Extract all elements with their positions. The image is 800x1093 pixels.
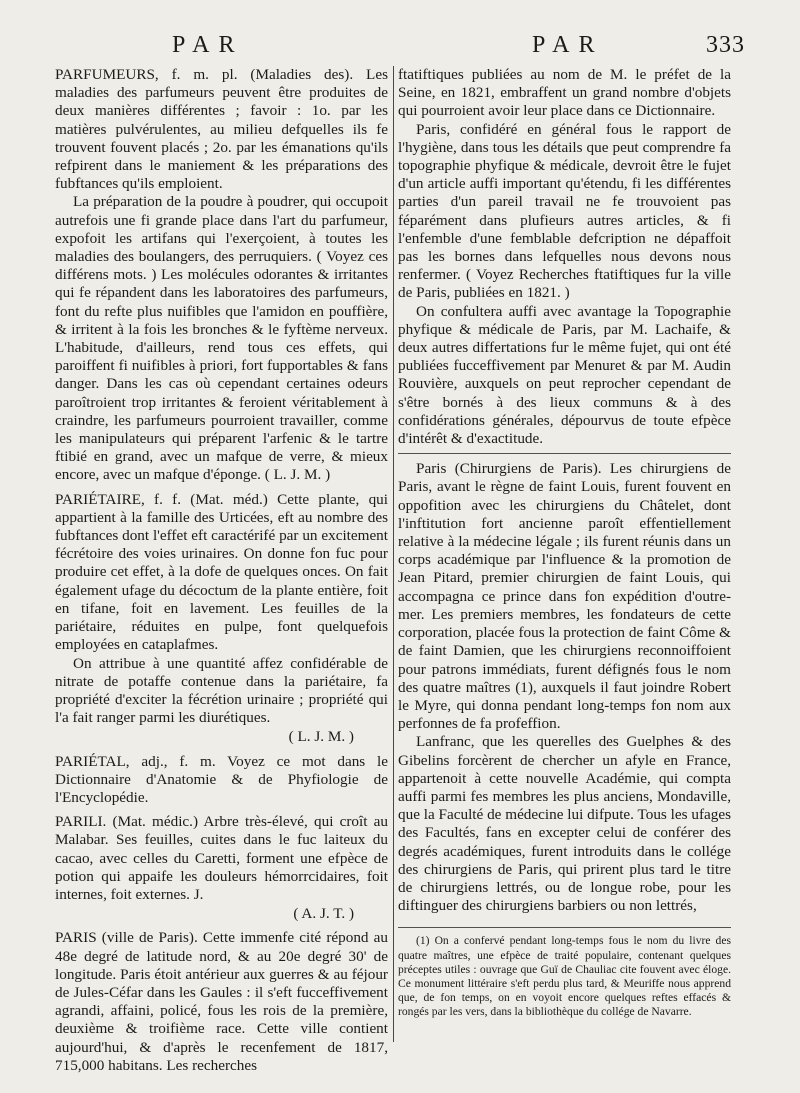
entry-parili: PARILI. (Mat. médic.) Arbre très-élevé, qui croît au Malabar. Ses feuilles, cuites dans le fuc laiteux du cacao, avec celles du Caretti, forment une efpèce de potion qui appaife les douleurs hémorrcidaires, foit internes, foit externes. J.	[55, 813, 388, 903]
entry-chirurgiens-paragraph: Lanfranc, que les querelles des Guelphes & des Gibelins forcèrent de chercher un afyle en France, appartenoit à cette nouvelle Académie, qui compta auffi parmi fes membres les plus anciens, Mondaville, que la Faculté de médecine lui difpute. Tous les ufages des Facultés, fans en excepter celui de conférer des degrés académiques, furent introduits dans le collége des chirurgiens de Paris, qui prirent plus tard le titre de chirurgiens lettrés, ou de longue robe, pour les diftinguer des chirurgiens barbiers ou non lettrés,	[398, 733, 731, 915]
entry-parietaire: PARIÉTAIRE, f. f. (Mat. méd.) Cette plante, qui appartient à la famille des Urticées, eft au nombre des fubftances dont l'effet eft caractérifé par un excitement fécrétoire des voies urinaires. On donne fon fuc pour produire cet effet, à la dofe de quelques onces. On fait également ufage du décoctum de la plante entière, foit en tifane, foit en lavement. Les feuilles de la pariétaire, réduites en pulpe, font quelquefois employées en cataplafmes.	[55, 490, 388, 654]
author-signature: ( L. J. M. )	[288, 728, 354, 746]
left-column	[55, 66, 388, 1075]
entry-chirurgiens: Paris (Chirurgiens de Paris). Les chirurgiens de Paris, avant le règne de faint Louis, furent fouvent en oppofition avec les chirurgiens du Châtelet, dont l'inftitution fort ancienne paroît effentiellement relative à la médecine légale ; ils furent réunis dans un corps académique par l'influence & la promotion de Jean Pitard, premier chirurgien de faint Louis, qui accompagna ce prince dans fon expédition d'outre-mer. Les premiers membres, les fondateurs de cette corporation, placée fous la protection de faint Côme & de faint Damien, que les chirurgiens reconnoiffoient pour patrons immédiats, furent défignés fous le nom des quatre maîtres (1), auxquels il faut joindre Robert le Myre, qui donna pendant long-temps fon nom aux perfonnes de fa profeffion.	[398, 460, 731, 733]
section-rule	[398, 453, 731, 454]
left-running-head: PAR	[172, 32, 244, 58]
entry-parietaire-paragraph: On attribue à une quantité affez confidérable de nitrate de potaffe contenue dans la pariétaire, fa propriété d'exciter la fécrétion urinaire ; propriété qui l'a fait ranger parmi les diurétiques.	[55, 654, 388, 727]
entry-parfumeurs: PARFUMEURS, f. m. pl. (Maladies des). Les maladies des parfumeurs peuvent être produites de deux manières différentes ; favoir : 1o. par les matières pulvérulentes, au milieu defquelles ils fe trouvent fouvent placés ; 2o. par les émanations qu'ils refpirent dans le maniement & les préparations des fubftances qu'ils emploient.	[55, 66, 388, 193]
running-header	[0, 28, 800, 62]
author-signature: ( A. J. T. )	[293, 905, 354, 923]
right-column	[398, 66, 731, 1020]
footnote: (1) On a confervé pendant long-temps fous le nom du livre des quatre maîtres, une efpèce de traité populaire, contenant quelques préceptes utiles : ouvrage que Guï de Chauliac cite fouvent avec éloge. Ce monument littéraire s'eft perdu plus tard, & Meuriffe nous apprend que, de fon temps, on en voyoit encore quelques reftes effacés & rongés par les vers, dans la bibliothèque du collége de Navarre.	[398, 934, 731, 1019]
entry-paris-paragraph: Paris, confidéré en général fous le rapport de l'hygiène, dans tous les détails que peut comprendre fa topographie phyfique & médicale, devroit être le fujet d'un article auffi important qu'étendu, fi les différentes parties d'un pareil travail ne fe trouvoient pas féparément dans plufieurs autres articles, & fi l'enfemble d'une femblable defcription ne dépaffoit pas les bornes dans lefquelles nous devons nous renfermer. ( Voyez Recherches ftatiftiques fur la ville de Paris, publiées en 1821. )	[398, 120, 731, 302]
entry-paris: PARIS (ville de Paris). Cette immenfe cité répond au 48e degré de latitude nord, & au 20e degré 30' de longitude. Paris étoit antérieur aux guerres & au féjour de Jules-Céfar dans les Gaules : il s'eft fucceffivement agrandi, affaini, policé, fous les rois de la première, deuxième & troifième race. Cette ville contient aujourd'hui, & d'après le recenfement de 1817, 715,000 habitans. Les recherches	[55, 929, 388, 1074]
entry-paris-continued: ftatiftiques publiées au nom de M. le préfet de la Seine, en 1821, embraffent un grand nombre d'objets qui pourroient avoir leur place dans ce Dictionnaire.	[398, 66, 731, 120]
page-number: 333	[706, 32, 745, 58]
entry-paris-paragraph: On confultera auffi avec avantage la Topographie phyfique & médicale de Paris, par M. Lachaife, & deux autres differtations fur le même fujet, qui ont été publiées fucceffivement par Menuret & par M. Audin Rouvière, auxquels on peut reprocher cependant de s'être bornés à des lieux communs & à des confidérations générales, dépourvus de toute efpèce d'intérêt & d'exactitude.	[398, 302, 731, 448]
footnote-rule	[398, 927, 731, 928]
entry-parfumeurs-paragraph: La préparation de la poudre à poudrer, qui occupoit autrefois une fi grande place dans l'art du parfumeur, expofoit les artifans qui l'exerçoient, à toutes les maladies des boulangers, des perruquiers. ( Voyez ces différens mots. ) Les molécules odorantes & irritantes qui fe répandent dans les laboratoires des parfumeurs, font du refte plus nuifibles que l'amidon en pouffière, & irritent à la fois les bronches & le fyftème nerveux. L'habitude, d'ailleurs, rend tous ces effets, qui paroiffent fi nuifibles à priori, fort fupportables & fans danger. Dans les cas où cependant certaines odeurs paroîtroient trop irritantes & feroient véritablement à craindre, les parfumeurs pourroient travailler, comme les manipulateurs qui préparent l'arfenic & le tartre ftibié en grand, avec un mafque de verre, & mieux encore, avec un mafque d'éponge. ( L. J. M. )	[55, 193, 388, 484]
entry-parietal: PARIÉTAL, adj., f. m. Voyez ce mot dans le Dictionnaire d'Anatomie & de Phyfiologie de l'Encyclopédie.	[55, 752, 388, 806]
column-divider	[393, 66, 394, 1042]
right-running-head: PAR	[532, 32, 604, 58]
